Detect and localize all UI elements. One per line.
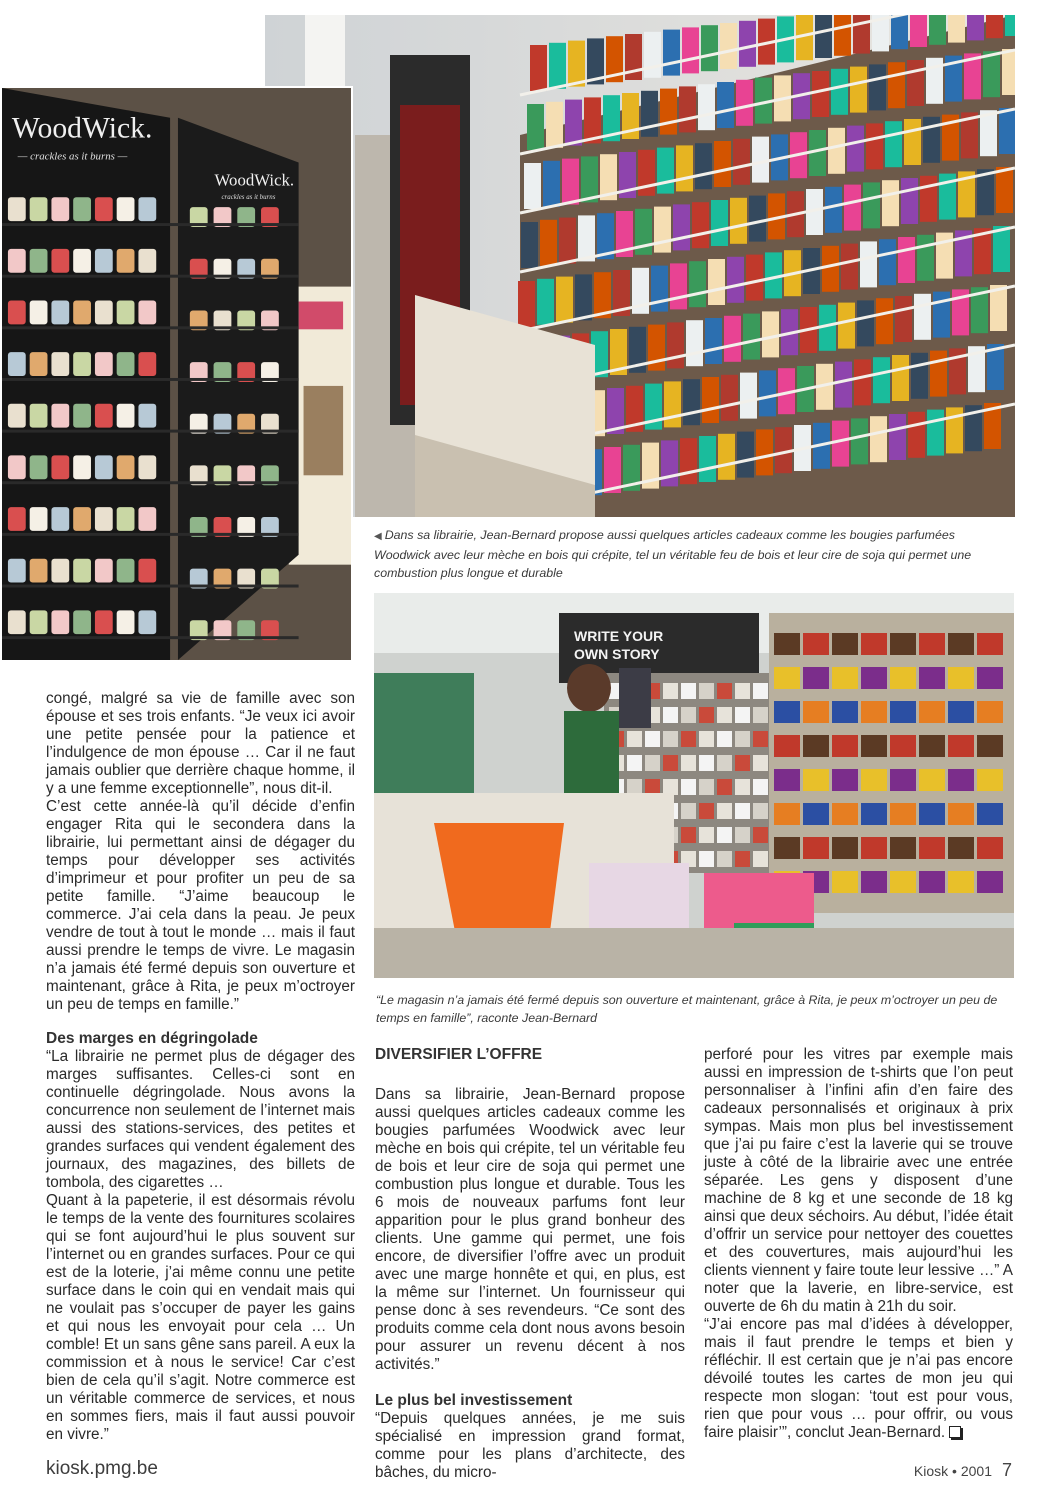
counter-image	[374, 593, 1014, 978]
page-number: 7	[1001, 1460, 1012, 1480]
section-title: DIVERSIFIER L’OFFRE	[375, 1046, 543, 1063]
svg-text:WRITE YOUR: WRITE YOUR	[574, 628, 664, 644]
caption-2-text: “Le magasin n’a jamais été fermé depuis son ouverture et maintenant, grâce à Rita, je peux m’octroyer un peu de temps en famille”, raconte Jean-Bernard	[376, 993, 998, 1025]
footer-url[interactable]: kiosk.pmg.be	[46, 1458, 158, 1479]
paragraph: congé, malgré sa vie de famille avec son épouse et ses trois enfants. “Je veux ici avoir une petite pensée pour la patience et l’indulgence de mon épouse … Car il ne faut jamais oublier que derrière chaque homme, il y a une femme exceptionnelle”, nous dit-il.	[46, 690, 355, 797]
caption-counter	[376, 991, 1016, 1027]
paragraph: Dans sa librairie, Jean-Bernard propose aussi quelques articles cadeaux comme les bougies parfumées Woodwick avec leur mèche en bois qui crépite, tel un véritable feu de bois et leur cire de soja qui permet une combustion plus longue et durable. Tous les 6 mois de nouveaux parfums font leur apparition pour le plus grand bonheur des clients. Une gamme qui permet, une fois encore, de diversifier l’offre avec un produit avec une marge honnête et qui, en plus, est la même sur l’internet. Un fournisseur qui pense donc à ses revendeurs. “Ce sont des produits comme cela dont nous avons besoin pour assurer un revenu décent à nos activités.”	[375, 1086, 685, 1373]
issue-label: Kiosk • 2001	[913, 1463, 992, 1479]
article-column-3	[704, 1046, 1013, 1442]
svg-text:OWN STORY: OWN STORY	[574, 646, 660, 662]
article-column-2	[375, 1046, 685, 1482]
caption-1-text: Dans sa librairie, Jean-Bernard propose aussi quelques articles cadeaux comme les bougies parfumées Woodwick avec leur mèche en bois qui crépite, tel un véritable feu de bois et leur cire de soja qui permet une combustion plus longue et durable	[374, 528, 972, 580]
caption-arrow-icon: ◀	[374, 531, 382, 542]
photo-magazine-rack	[265, 15, 1015, 517]
woodwick-logo-1: WoodWick.	[11, 112, 153, 145]
caption-candles	[374, 526, 1014, 582]
subheading-investissement: Le plus bel investissement	[375, 1392, 573, 1409]
article-column-1	[46, 690, 355, 1444]
candles-image	[2, 88, 351, 660]
photo-woodwick-candles	[0, 86, 353, 662]
closing-text: “J’ai encore pas mal d’idées à développer, mais il faut prendre le temps et bien y réfléchir. Il est certain que je n’ai pas encore dévoilé toutes les cartes de mon jeu qui respecte mon slogan: ‘tout est pour vous, rien que pour vous … pour offrir, ou vous faire plaisir’”, conclut Jean-Bernard.	[704, 1316, 1013, 1441]
woodwick-logo-2: WoodWick.	[214, 170, 295, 190]
paragraph: Quant à la papeterie, il est désormais révolu le temps de la vente des fournitures scolaires qui se font aujourd’hui le plus souvent sur l’internet ou en grandes surfaces. Pour ce qui est de la loterie, j’ai même connu une petite surface dans le coin qui en vendait mais qui ne voulait pas s’occuper de payer les gains et qui nous les envoyait pour cela … Un comble! Et un sans gêne sans pareil. A eux la commission et à nous le service! Car c’est bien de cela qu’il s’agit. Notre commerce est un véritable commerce de services, et nous en sommes fiers, mais il faut aussi pouvoir en vivre.”	[46, 1192, 355, 1443]
footer-issue	[914, 1460, 1012, 1481]
paragraph: C’est cette année-là qu’il décide d’enfin engager Rita qui le secondera dans la librairie, lui permettant ainsi de dégager du temps pour développer ses activités d’imprimeur et pour profiter un peu de sa petite famille. “J’aime beaucoup le commerce. J’ai cela dans la peau. Je peux vendre de tout à tout le monde … mais il faut aussi prendre le temps de vivre. Le magasin n’a jamais été fermé depuis son ouverture et maintenant, grâce à Rita, je peux m’octroyer un peu de temps en famille.”	[46, 798, 355, 1013]
photo-shop-counter	[374, 593, 1014, 978]
paragraph: “La librairie ne permet plus de dégager des marges suffisantes. Celles-ci sont en continuelle dégringolade. Nous avons la concurrence non seulement de l’internet mais aussi des stations-services, des petites et grandes surfaces qui vendent également des journaux, des magazines, des billets de tombola, des cigarettes …	[46, 1048, 355, 1191]
end-of-article-icon	[949, 1426, 961, 1438]
paragraph: “Depuis quelques années, je me suis spécialisé en impression grand format, comme pour les plans d’architecte, des bâches, du micro-	[375, 1410, 685, 1481]
paragraph	[704, 1316, 1013, 1442]
magazine-rack-image	[265, 15, 1015, 517]
woodwick-tagline-1: — crackles as it burns —	[17, 150, 128, 163]
woodwick-tagline-2: crackles as it burns	[221, 194, 276, 202]
subheading-marges: Des marges en dégringolade	[46, 1030, 258, 1047]
paragraph: perforé pour les vitres par exemple mais aussi en impression de t-shirts que l’on peut personnaliser à l’infini afin d’en faire des cadeaux personnalisés et originaux à prix sympas. Mais mon plus bel investissement que j’ai pu faire c’est la laverie qui se trouve juste à côté de la librairie avec une entrée séparée. Les gens y disposent d’une machine de 8 kg et une seconde de 18 kg ainsi que deux séchoirs. Au début, l’idée était d’offrir un service pour nettoyer des couettes et des couvertures, mais aujourd’hui les clients viennent y faire toute leur lessive …” A noter que la laverie, en libre-service, est ouverte de 6h du matin à 21h du soir.	[704, 1046, 1013, 1315]
